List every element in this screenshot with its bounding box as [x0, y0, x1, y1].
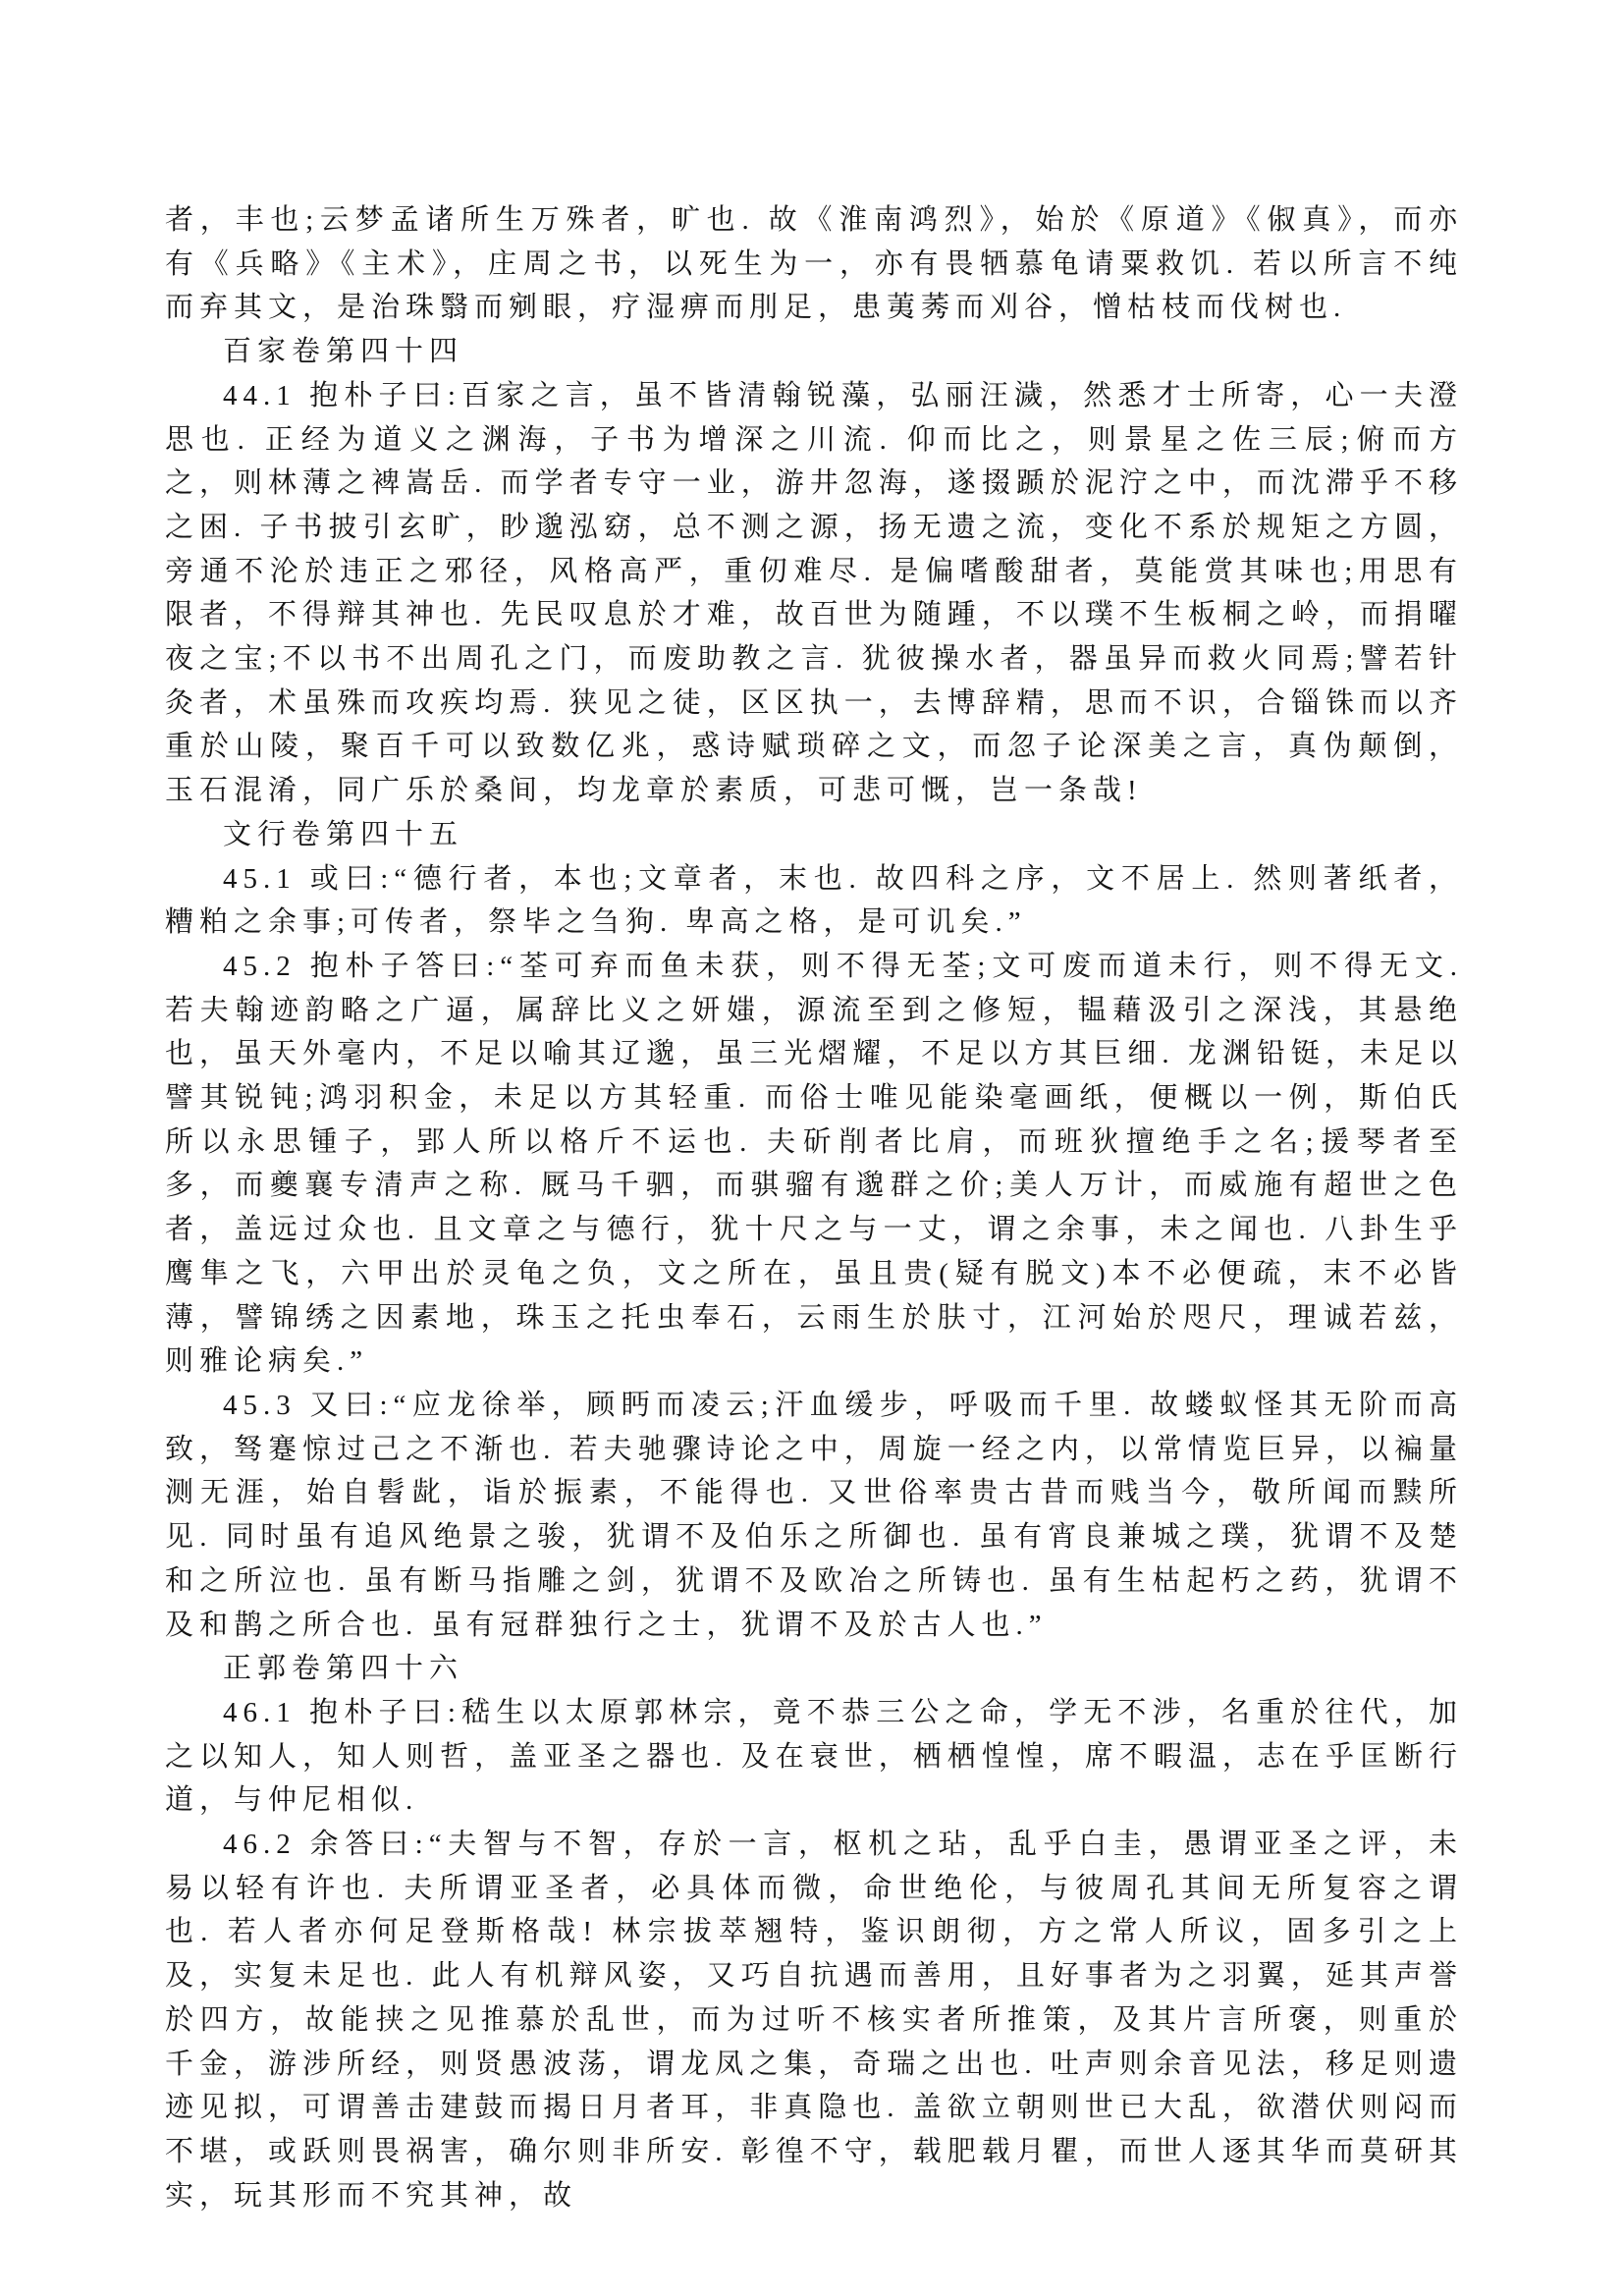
paragraph: 44.1 抱朴子曰:百家之言，虽不皆清翰锐藻，弘丽汪濊，然悉才士所寄，心一夫澄思也. 正经为道义之渊海，子书为增深之川流. 仰而比之，则景星之佐三辰;俯而方之，则林薄之裨嵩岳. 而学者专守一业，游井忽海，遂掇踬於泥泞之中，而沈滞乎不移之困. 子书披引玄旷，眇邈泓窈，总不测之源，扬无遗之流，变化不系於规矩之方圆，旁通不沦於违正之邪径，风格高严，重仞难尽. 是偏嗜酸甜者，莫能赏其味也;用思有限者，不得辩其神也. 先民叹息於才难，故百世为随踵，不以璞不生板桐之岭，而捐曜夜之宝;不以书不出周孔之门，而废助教之言. 犹彼操水者，器虽异而救火同焉;譬若针灸者，术虽殊而攻疾均焉. 狭见之徒，区区执一，去博辞精，思而不识，合锱铢而以齐重於山陵，聚百千可以致数亿兆，惑诗赋琐碎之文，而忽子论深美之言，真伪颠倒，玉石混淆，同广乐於桑间，均龙章於素质，可悲可慨，岂一条哉! [165, 379, 1463, 807]
paragraph: 46.1 抱朴子曰:嵇生以太原郭林宗，竟不恭三公之命，学无不涉，名重於往代，加之以知人，知人则哲，盖亚圣之器也. 及在衰世，栖栖惶惶，席不暇温，志在乎匡断行道，与仲尼相似. [165, 1696, 1463, 1817]
chapter-heading: 文行卷第四十五 [223, 818, 464, 850]
chapter-heading: 正郭卷第四十六 [223, 1653, 464, 1685]
paragraph: 45.3 又曰:“应龙徐举，顾眄而凌云;汗血缓步，呼吸而千里. 故蝼蚁怪其无阶而高致，驽蹇惊过己之不渐也. 若夫驰骤诗论之中，周旋一经之内，以常情览巨异，以褊量测无涯，始自髫龀，诣於振素，不能得也. 又世俗率贵古昔而贱当今，敬所闻而黩所见. 同时虽有追风绝景之骏，犹谓不及伯乐之所御也. 虽有宵良兼城之璞，犹谓不及楚和之所泣也. 虽有断马指雕之剑，犹谓不及欧冶之所铸也. 虽有生枯起朽之药，犹谓不及和鹊之所合也. 虽有冠群独行之士，犹谓不及於古人也.” [165, 1389, 1463, 1641]
paragraph: 45.2 抱朴子答曰:“荃可弃而鱼未获，则不得无荃;文可废而道未行，则不得无文. 若夫翰迹韵略之广逼，属辞比义之妍媸，源流至到之修短，韫藉汲引之深浅，其悬绝也，虽天外毫内，不足以喻其辽邈，虽三光熠耀，不足以方其巨细. 龙渊铅铤，未足以譬其锐钝;鸿羽积金，未足以方其轻重. 而俗士唯见能染毫画纸，便概以一例，斯伯氏所以永思锺子，郢人所以格斤不运也. 夫斫削者比肩，而班狄擅绝手之名;援琴者至多，而夔襄专清声之称. 厩马千驷，而骐骝有邈群之价;美人万计，而威施有超世之色者，盖远过众也. 且文章之与德行，犹十尺之与一丈，谓之余事，未之闻也. 八卦生乎鹰隼之飞，六甲出於灵龟之负，文之所在，虽且贵(疑有脱文)本不必便疏，末不必皆薄，譬锦绣之因素地，珠玉之托虫奉石，云雨生於肤寸，江河始於咫尺，理诚若兹，则雅论病矣.” [165, 950, 1463, 1378]
paragraph-continuation: 者，丰也;云梦孟诸所生万殊者，旷也. 故《淮南鸿烈》，始於《原道》《俶真》，而亦有《兵略》《主术》，庄周之书，以死生为一，亦有畏牺慕龟请粟救饥. 若以所言不纯而弃其文，是治珠翳而剜眼，疗湿痹而刖足，患荑莠而刈谷，憎枯枝而伐树也. [165, 204, 1463, 324]
chapter-heading: 百家卷第四十四 [223, 336, 464, 368]
paragraph: 46.2 余答曰:“夫智与不智，存於一言，枢机之玷，乱乎白圭，愚谓亚圣之评，未易以轻有许也. 夫所谓亚圣者，必具体而微，命世绝伦，与彼周孔其间无所复容之谓也. 若人者亦何足登斯格哉! 林宗拔萃翘特，鉴识朗彻，方之常人所议，固多引之上及，实复未足也. 此人有机辩风姿，又巧自抗遇而善用，且好事者为之羽翼，延其声誉於四方，故能挟之见推慕於乱世，而为过听不核实者所推策，及其片言所褒，则重於千金，游涉所经，则贤愚波荡，谓龙凤之集，奇瑞之出也. 吐声则余音见法，移足则遗迹见拟，可谓善击建鼓而揭日月者耳，非真隐也. 盖欲立朝则世已大乱，欲潜伏则闷而不堪，或跃则畏祸害，确尔则非所安. 彰徨不守，载肥载月瞿，而世人逐其华而莫研其实，玩其形而不究其神，故 [165, 1829, 1463, 2212]
paragraph: 45.1 或曰:“德行者，本也;文章者，末也. 故四科之序，文不居上. 然则著纸者，糟粕之余事;可传者，祭毕之刍狗. 卑高之格，是可讥矣.” [165, 862, 1463, 939]
document-text-block [165, 198, 1463, 2217]
